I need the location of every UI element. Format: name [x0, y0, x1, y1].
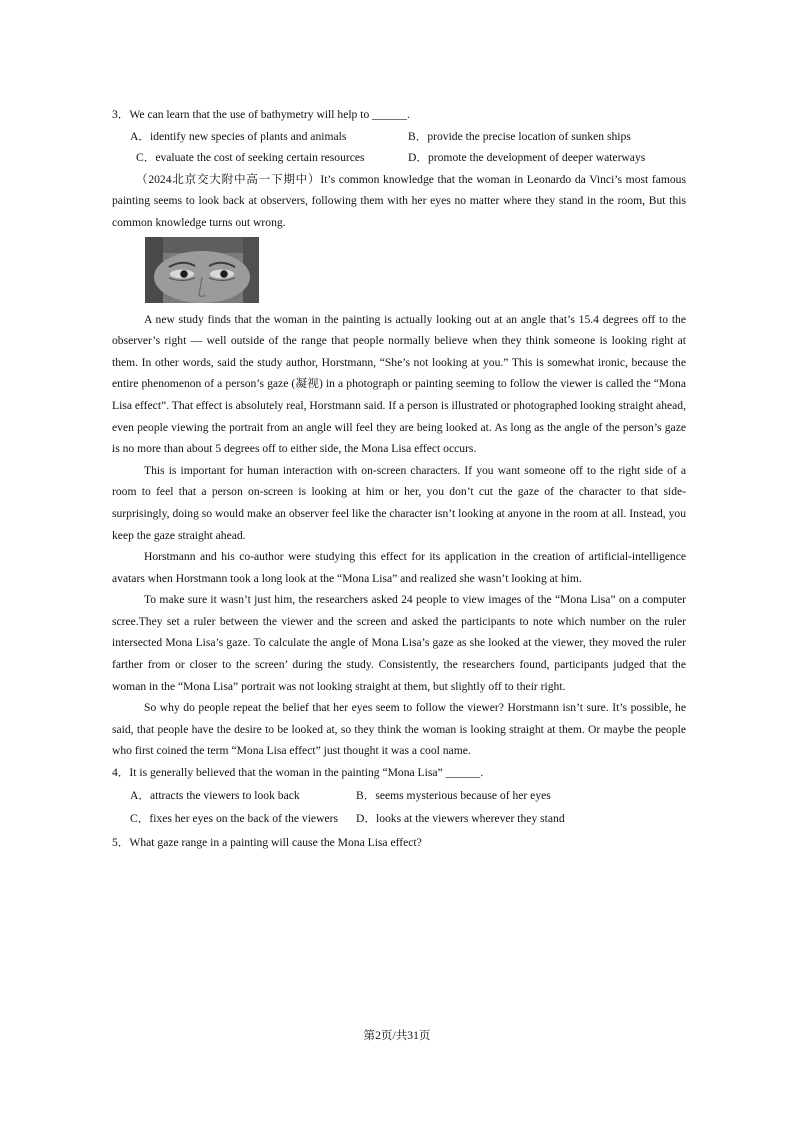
question-3-option-b[interactable]: B．provide the precise location of sunken ships — [408, 129, 631, 143]
passage-paragraph-3: Horstmann and his co-author were studying this effect for its application in the creation of artificial-intelligence avatars when Horstmann took a long look at the “Mona Lisa” and realized she wasn’t looking at him. — [112, 550, 686, 585]
question-4-option-c[interactable]: C．fixes her eyes on the back of the viewers — [130, 812, 338, 826]
question-4-options-row-1 — [112, 785, 686, 807]
document-page — [112, 104, 686, 853]
question-3-option-d[interactable]: D．promote the development of deeper waterways — [408, 151, 646, 165]
mona-lisa-eyes-image — [145, 237, 259, 303]
question-3-stem: 3．We can learn that the use of bathymetry will help to ______. — [112, 108, 410, 121]
question-3-options-row-2 — [112, 147, 686, 169]
question-4-stem: 4．It is generally believed that the woman in the painting “Mona Lisa” ______. — [112, 766, 484, 780]
question-3-option-a[interactable]: A．identify new species of plants and animals — [130, 129, 347, 143]
question-4-option-a[interactable]: A．attracts the viewers to look back — [130, 788, 300, 802]
passage-intro: （2024北京交大附中高一下期中）It’s common knowledge that the woman in Leonardo da Vinci’s most famous painting seems to look back at observers, following them with her eyes no matter where they stand in the room, But this common knowledge turns out wrong. — [112, 172, 686, 229]
passage-paragraph-5: So why do people repeat the belief that her eyes seem to follow the viewer? Horstmann isn’t sure. It’s possible, he said, that people have the desire to be looked at, so they think the woman is looking straight at them. Or maybe the people who first coined the term “Mona Lisa effect” just thought it was a cool name. — [112, 701, 686, 758]
question-5-stem: 5．What gaze range in a painting will cause the Mona Lisa effect? — [112, 835, 422, 849]
question-4-option-b[interactable]: B．seems mysterious because of her eyes — [356, 788, 551, 802]
question-4-options-row-2 — [112, 808, 686, 830]
page-footer: 第2页/共31页 — [363, 1029, 431, 1042]
question-4-option-d[interactable]: D．looks at the viewers wherever they stand — [356, 812, 565, 826]
passage-paragraph-2: This is important for human interaction with on-screen characters. If you want someone off to the right side of a room to feel that a person on-screen is looking at him or her, you don’t cut the gaze of the character to that side-surprisingly, doing so would make an observer feel like the character isn’t looking at anyone in the room at all. Instead, you keep the gaze straight ahead. — [112, 463, 686, 542]
passage-paragraph-1: A new study finds that the woman in the painting is actually looking out at an angle that’s 15.4 degrees off to the observer’s right — well outside of the range that people normally believe when they think someone is looking right at them. In other words, said the study author, Horstmann, “She’s not looking at you.” This is somewhat ironic, because the entire phenomenon of a person’s gaze (凝视) in a photograph or painting seeming to follow the viewer is called the “Mona Lisa effect”. That effect is absolutely real, Horstmann said. If a person is illustrated or photographed looking straight ahead, even people viewing the portrait from an angle will feel they are being looked at. As long as the angle of the person’s gaze is no more than about 5 degrees off to either side, the Mona Lisa effect occurs. — [112, 312, 686, 456]
passage-paragraph-4: To make sure it wasn’t just him, the researchers asked 24 people to view images of the “Mona Lisa” on a computer scree.They set a ruler between the viewer and the screen and asked the participants to note which number on the ruler intersected Mona Lisa’s gaze. To calculate the angle of Mona Lisa’s gaze as she looked at the viewer, they moved the ruler farther from or closer to the screen’ during the study. Consistently, the researchers found, participants judged that the woman in the “Mona Lisa” portrait was not looking straight at them, but slightly off to their right. — [112, 593, 686, 693]
question-3-option-c[interactable]: C．evaluate the cost of seeking certain resources — [136, 151, 365, 165]
question-3-options-row-1 — [112, 126, 686, 148]
